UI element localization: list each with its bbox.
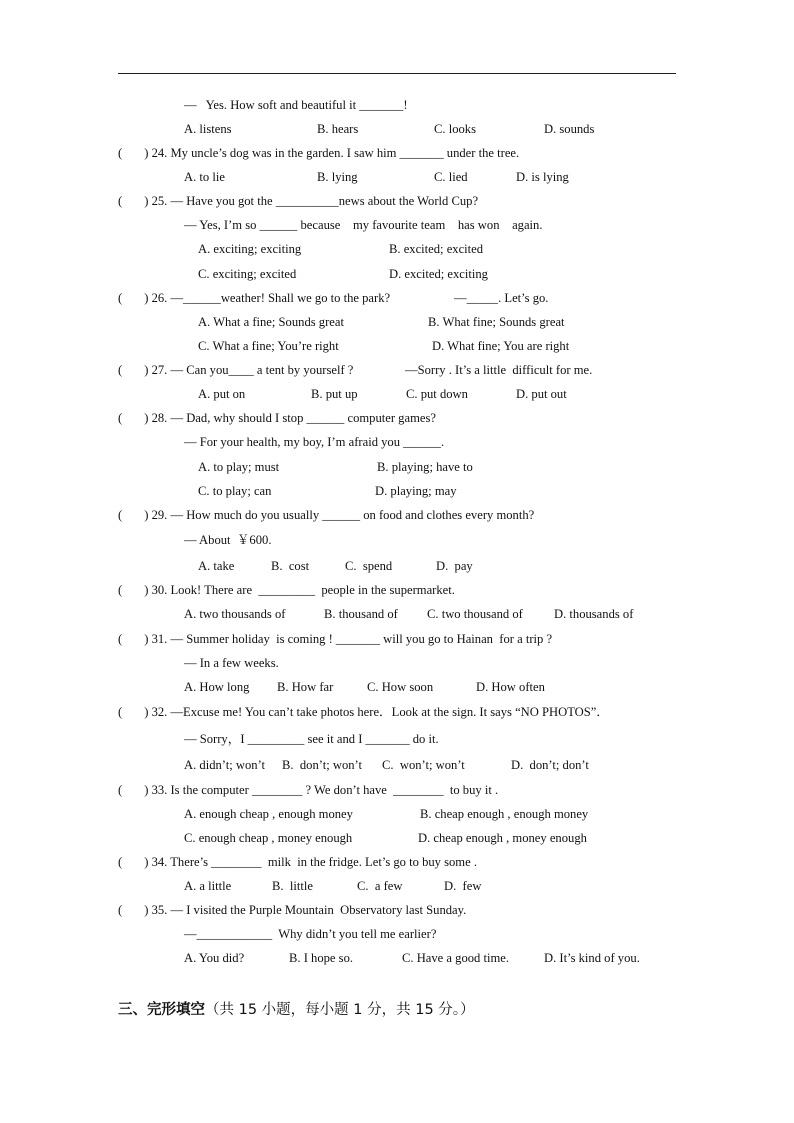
q34-option-d: D. few (444, 879, 482, 893)
q33-option-b: B. cheap enough , enough money (420, 807, 589, 821)
q26-option-a: A. What a fine; Sounds great (198, 315, 344, 329)
q28-option-b: B. playing; have to (377, 460, 473, 474)
q33-option-c: C. enough cheap , money enough (184, 831, 353, 845)
q27-option-a: A. put on (198, 387, 246, 401)
q29-option-d: D. pay (436, 559, 473, 573)
q30-stem: ( ) 30. Look! There are _________ people in the supermarket. (118, 583, 455, 597)
q23-option-b: B. hears (317, 122, 359, 136)
q30-option-d: D. thousands of (554, 607, 634, 621)
q26-reply: —_____. Let’s go. (454, 291, 549, 305)
section-note: （共 15 小题，每小题 1 分，共 15 分。） (205, 1002, 475, 1018)
q33-stem: ( ) 33. Is the computer ________ ? We don’t have ________ to buy it . (118, 783, 499, 797)
q32-reply: — Sorry，I _________ see it and I _______ do it. (184, 732, 439, 746)
q25-option-d: D. excited; exciting (389, 267, 488, 281)
section-title: 三、完形填空 (118, 1002, 205, 1018)
q35-option-b: B. I hope so. (289, 951, 354, 965)
q27-stem: ( ) 27. — Can you____ a tent by yourself ? (118, 363, 354, 377)
q26-option-c: C. What a fine; You’re right (198, 339, 339, 353)
q26-stem: ( ) 26. —______weather! Shall we go to the park? (118, 291, 391, 305)
q35-option-a: A. You did? (184, 951, 245, 965)
q23-option-a: A. listens (184, 122, 232, 136)
q34-stem: ( ) 34. There’s ________ milk in the fridge. Let’s go to buy some . (118, 855, 477, 869)
q34-option-c: C. a few (357, 879, 403, 893)
q25-option-b: B. excited; excited (389, 242, 484, 256)
q27-option-d: D. put out (516, 387, 567, 401)
q32-option-c: C. won’t; won’t (382, 758, 465, 772)
q29-option-a: A. take (198, 559, 235, 573)
q29-stem: ( ) 29. — How much do you usually ______ on food and clothes every month? (118, 508, 535, 522)
q34-option-b: B. little (272, 879, 313, 893)
q35-reply: —____________ Why didn’t you tell me earlier? (184, 927, 437, 941)
q29-option-c: C. spend (345, 559, 393, 573)
q34-option-a: A. a little (184, 879, 232, 893)
q27-option-c: C. put down (406, 387, 468, 401)
q25-option-a: A. exciting; exciting (198, 242, 302, 256)
q31-option-b: B. How far (277, 680, 334, 694)
q32-option-d: D. don’t; don’t (511, 758, 589, 772)
q33-option-d: D. cheap enough , money enough (418, 831, 587, 845)
q28-reply: — For your health, my boy, I’m afraid you ______. (184, 435, 445, 449)
q28-option-d: D. playing; may (375, 484, 457, 498)
q25-reply: — Yes, I’m so ______ because my favourite team has won again. (184, 218, 543, 232)
q28-option-c: C. to play; can (198, 484, 272, 498)
q28-option-a: A. to play; must (198, 460, 280, 474)
q24-option-b: B. lying (317, 170, 358, 184)
q35-option-d: D. It’s kind of you. (544, 951, 640, 965)
q27-reply: —Sorry . It’s a little difficult for me. (405, 363, 593, 377)
q29-option-b: B. cost (271, 559, 310, 573)
q26-option-d: D. What fine; You are right (432, 339, 570, 353)
q30-option-b: B. thousand of (324, 607, 398, 621)
q31-option-d: D. How often (476, 680, 545, 694)
q31-reply: — In a few weeks. (184, 656, 279, 670)
q35-stem: ( ) 35. — I visited the Purple Mountain Observatory last Sunday. (118, 903, 467, 917)
q32-option-a: A. didn’t; won’t (184, 758, 266, 772)
q31-option-c: C. How soon (367, 680, 434, 694)
q32-option-b: B. don’t; won’t (282, 758, 363, 772)
q31-option-a: A. How long (184, 680, 250, 694)
q32-stem: ( ) 32. —Excuse me! You can’t take photos here．Look at the sign. It says “NO PHOTOS”． (118, 705, 609, 719)
q30-option-c: C. two thousand of (427, 607, 523, 621)
header-rule (118, 73, 676, 74)
q24-stem: ( ) 24. My uncle’s dog was in the garden. I saw him _______ under the tree. (118, 146, 520, 160)
q30-option-a: A. two thousands of (184, 607, 286, 621)
q31-stem: ( ) 31. — Summer holiday is coming ! _______ will you go to Hainan for a trip ? (118, 632, 553, 646)
section-heading (118, 998, 475, 1019)
q23-answer-line: — Yes. How soft and beautiful it _______! (184, 98, 408, 112)
q33-option-a: A. enough cheap , enough money (184, 807, 353, 821)
q24-option-d: D. is lying (516, 170, 569, 184)
q29-reply: — About ￥600. (184, 533, 272, 547)
q28-stem: ( ) 28. — Dad, why should I stop ______ computer games? (118, 411, 436, 425)
q24-option-a: A. to lie (184, 170, 225, 184)
q35-option-c: C. Have a good time. (402, 951, 510, 965)
q23-option-c: C. looks (434, 122, 476, 136)
q26-option-b: B. What fine; Sounds great (428, 315, 565, 329)
q25-option-c: C. exciting; excited (198, 267, 297, 281)
q25-stem: ( ) 25. — Have you got the __________news about the World Cup? (118, 194, 479, 208)
q24-option-c: C. lied (434, 170, 468, 184)
q23-option-d: D. sounds (544, 122, 595, 136)
q27-option-b: B. put up (311, 387, 358, 401)
